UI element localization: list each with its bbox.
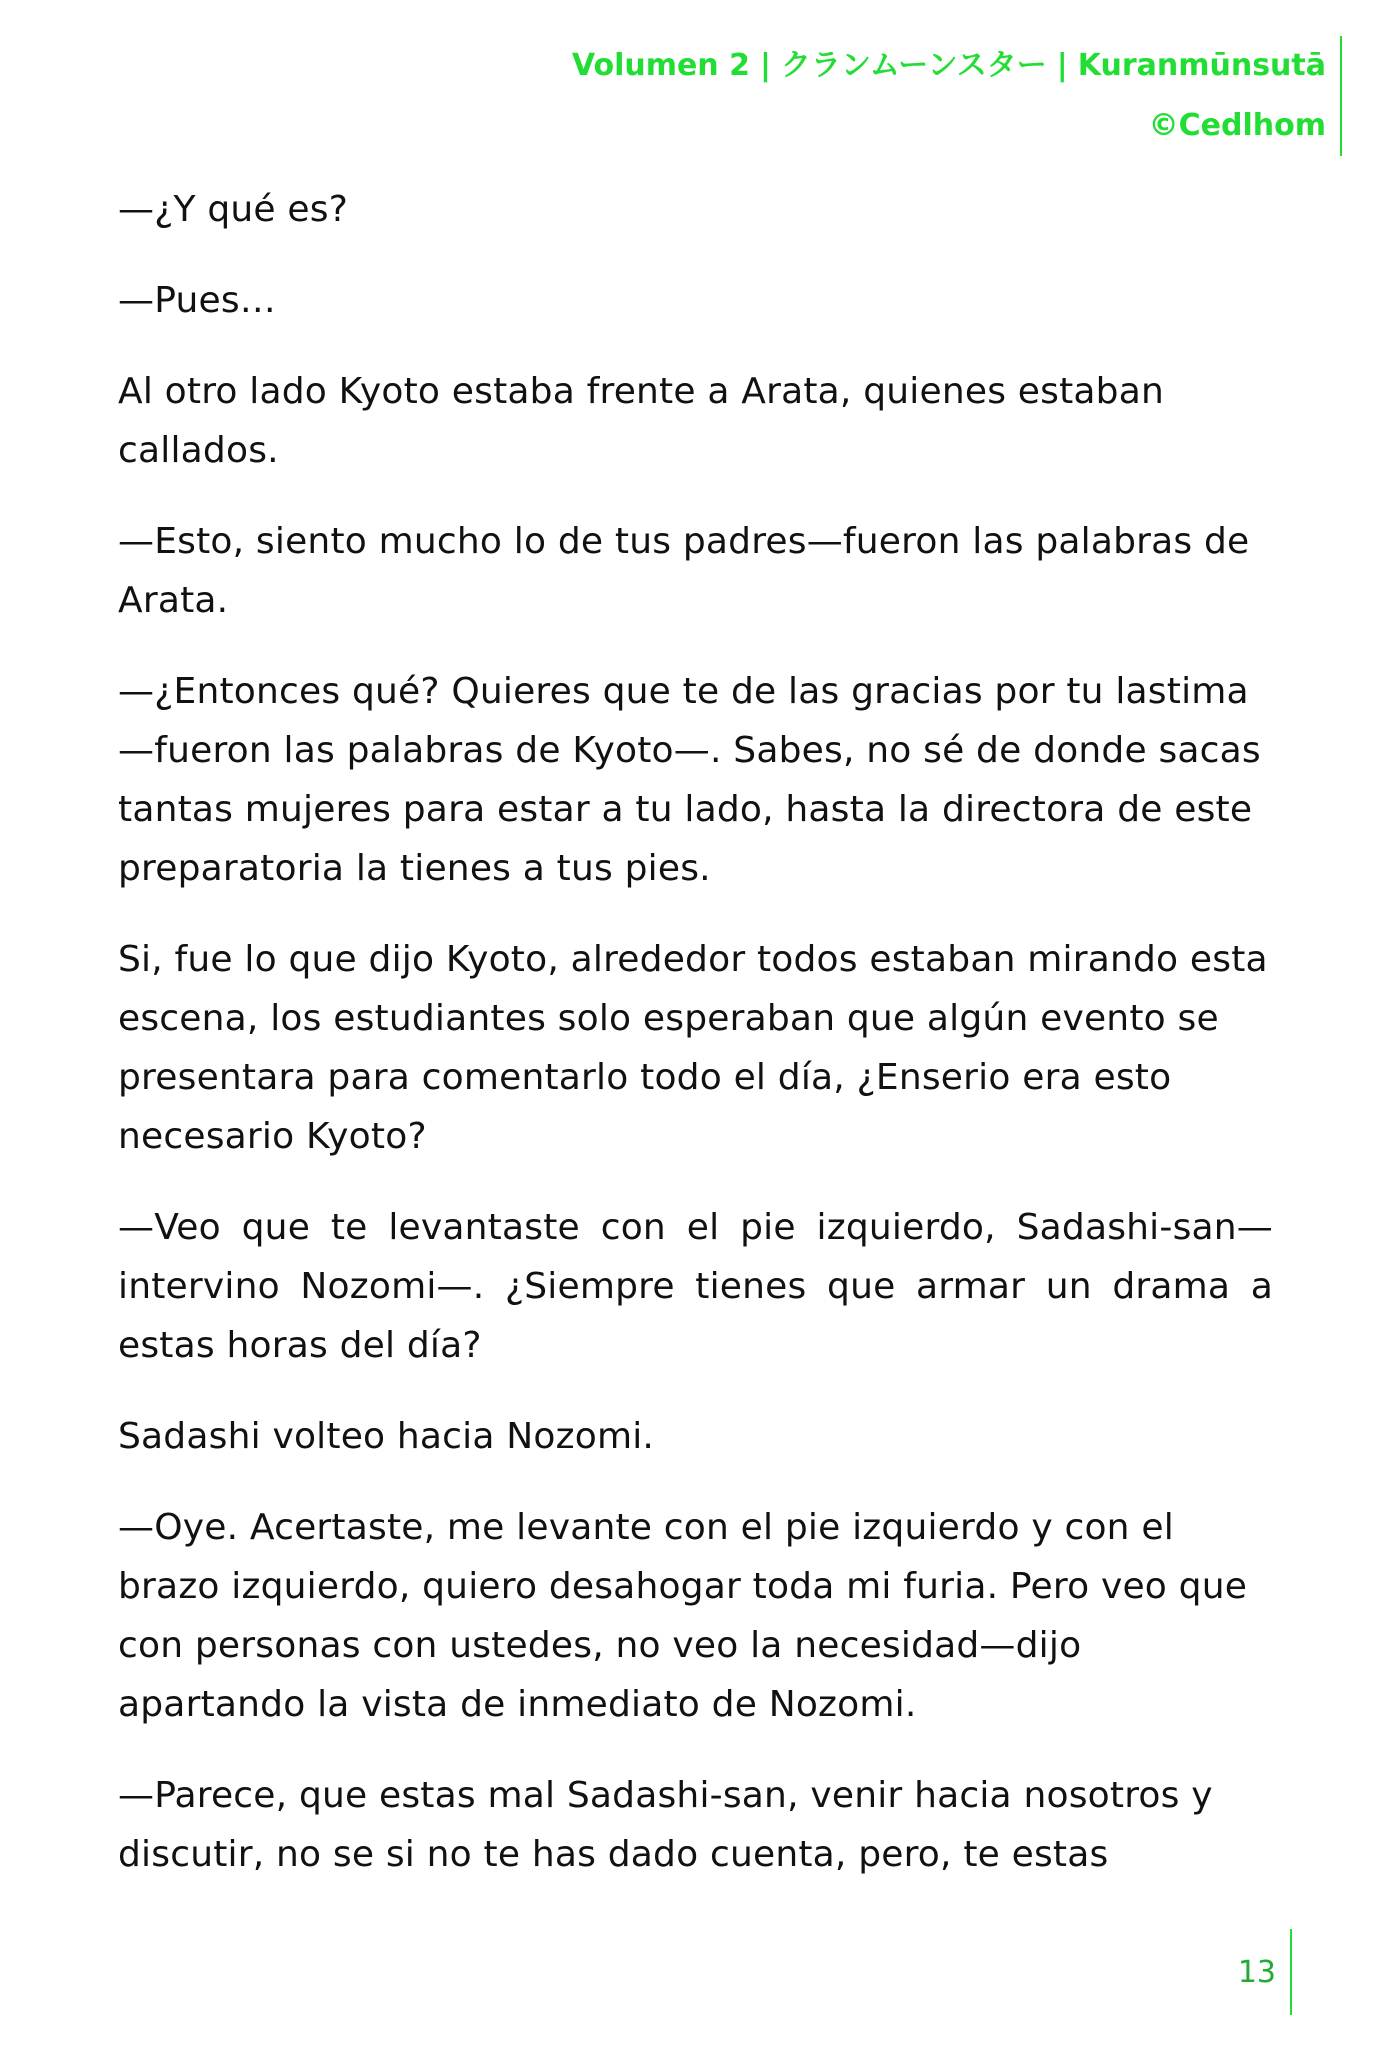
page-number: 13 [1237,1954,1276,1990]
paragraph: —¿Y qué es? [118,189,349,230]
paragraph: —Oye. Acertaste, me levante con el pie izquierdo y con el brazo izquierdo, quiero desahogar toda mi furia. Pero veo que con personas con ustedes, no veo la necesidad—dijo apartando la vista de inmediato de Nozomi. [118,1507,1248,1725]
copyright-label: ©Cedlhom [1148,108,1326,143]
page-body [118,180,1273,1916]
copyright-line [572,96,1326,156]
paragraph: —Esto, siento mucho lo de tus padres—fueron las palabras de Arata. [118,521,1250,621]
page-header [572,36,1342,156]
title-romaji: Kuranmūnsutā [1077,48,1326,83]
paragraph: —¿Entonces qué? Quieres que te de las gracias por tu lastima—fueron las palabras de Kyoto—. Sabes, no sé de donde sacas tantas mujeres para estar a tu lado, hasta la directora de este preparatoria la tienes a tus pies. [118,671,1261,889]
volume-label: Volumen 2 [571,48,750,83]
header-separator: | [760,48,771,83]
page-footer [1238,1929,1292,2015]
header-title-line [572,36,1326,96]
paragraph: Sadashi volteo hacia Nozomi. [118,1416,655,1457]
paragraph: —Veo que te levantaste con el pie izquierdo, Sadashi-san—intervino Nozomi—. ¿Siempre tienes que armar un drama a estas horas del día? [118,1207,1273,1366]
paragraph: Si, fue lo que dijo Kyoto, alrededor todos estaban mirando esta escena, los estudiantes solo esperaban que algún evento se presentara para comentarlo todo el día, ¿Enserio era esto necesario Kyoto? [118,939,1268,1157]
paragraph: Al otro lado Kyoto estaba frente a Arata, quienes estaban callados. [118,371,1165,471]
paragraph: —Pues… [118,280,276,321]
paragraph: —Parece, que estas mal Sadashi-san, venir hacia nosotros y discutir, no se si no te has dado cuenta, pero, te estas [118,1775,1213,1875]
title-japanese: クランムーンスター [780,48,1047,83]
header-separator: | [1056,48,1068,83]
